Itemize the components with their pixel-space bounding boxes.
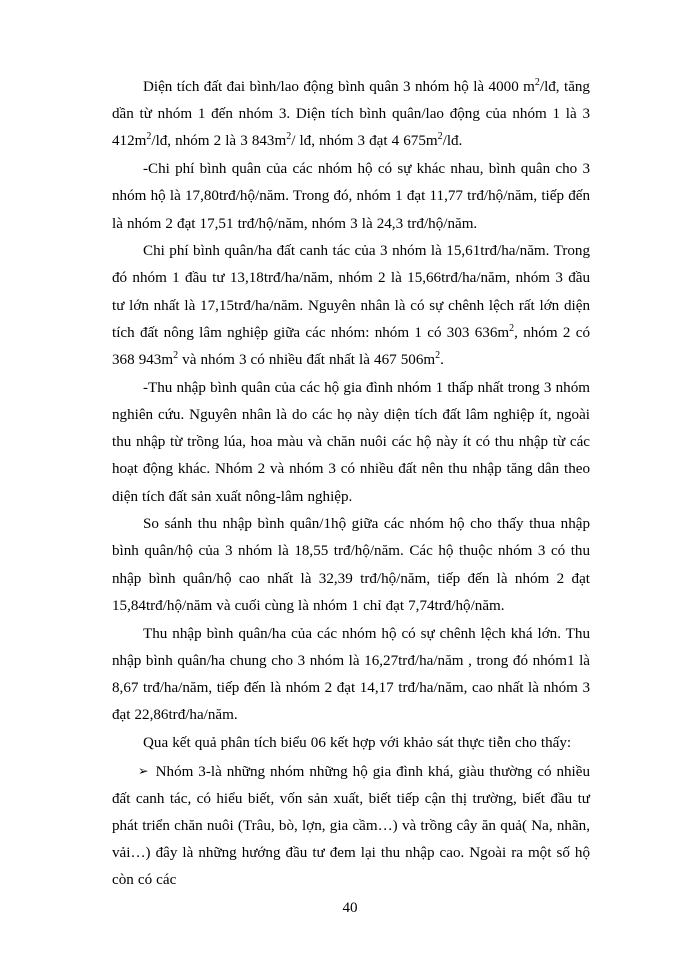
paragraph-3: Chi phí bình quân/ha đất canh tác của 3 nhóm là 15,61trđ/ha/năm. Trong đó nhóm 1 đầu tư 13,18trđ/ha/năm, nhóm 2 là 15,66trđ/ha/năm, nhóm 3 đầu tư lớn nhất là 17,15trđ/ha/năm. Nguyên nhân là có sự chênh lệch rất lớn diện tích đất nông lâm nghiệp giữa các nhóm: nhóm 1 có 303 $636m^2$, nhóm 2 có 368 $943m^2$ và nhóm 3 có nhiều đất nhất là 467 $506m^2$.: [112, 243, 590, 369]
page-body-text: [112, 74, 590, 895]
superscript-unit: 2: [509, 322, 515, 334]
paragraph-7: Qua kết quả phân tích biểu 06 kết hợp với khảo sát thực tiễn cho thấy:: [143, 734, 572, 751]
paragraph-4: -Thu nhập bình quân của các hộ gia đình nhóm 1 thấp nhất trong 3 nhóm nghiên cứu. Nguyên nhân là do các họ này diện tích đất lâm nghiệp ít, ngoài thu nhập từ trồng lúa, hoa màu và chăn nuôi các hộ này ít có thu nhập từ các hoạt động khác. Nhóm 2 và nhóm 3 có nhiều đất nên thu nhập tăng dân theo diện tích đất sản xuất nông-lâm nghiệp.: [112, 379, 590, 505]
superscript-unit: 2: [286, 131, 292, 143]
superscript-unit: 2: [534, 76, 540, 88]
paragraph-5: So sánh thu nhập bình quân/1hộ giữa các nhóm hộ cho thấy thua nhập bình quân/hộ của 3 nhóm là 18,55 trđ/hộ/năm. Các hộ thuộc nhóm 3 có thu nhập bình quân/hộ cao nhất là 32,39 trđ/hộ/năm, tiếp đến là nhóm 2 đạt 15,84trđ/hộ/năm và cuối cùng là nhóm 1 chỉ đạt 7,74trđ/hộ/năm.: [112, 516, 590, 614]
list-bullet-icon: ➢: [138, 762, 154, 778]
paragraph-2: -Chi phí bình quân của các nhóm hộ có sự khác nhau, bình quân cho 3 nhóm hộ là 17,80trđ/hộ/năm. Trong đó, nhóm 1 đạt 11,77 trđ/hộ/năm, tiếp đến là nhóm 2 đạt 17,51 trđ/hộ/năm, nhóm 3 là 24,3 trđ/hộ/năm.: [112, 161, 590, 232]
page-number: 40: [342, 900, 358, 916]
paragraph-1: Diện tích đất đai bình/lao động bình quân 3 nhóm hộ là 4000 $m^2/lđ$, tăng dần từ nhóm 1 đến nhóm 3. Diện tích bình quân/lao động của nhóm 1 là 3 $412m^2/lđ$, nhóm 2 là 3 $843m^2/$ lđ, nhóm 3 đạt 4 $675m^2/lđ$.: [112, 76, 590, 150]
superscript-unit: 2: [435, 350, 441, 361]
superscript-unit: 2: [146, 131, 152, 143]
bullet-paragraph-1: ➢ Nhóm 3-là những nhóm những hộ gia đình khá, giàu thường có nhiều đất canh tác, có hiểu biết, vốn sản xuất, biết tiếp cận thị trường, biết đầu tư phát triển chăn nuôi (Trâu, bò, lợn, gia cầm…) và trồng cây ăn quả( Na, nhãn, vải…) đây là những hướng đầu tư đem lại thu nhập cao. Ngoài ra một số hộ còn có các: [112, 762, 590, 889]
paragraph-6: Thu nhập bình quân/ha của các nhóm hộ có sự chênh lệch khá lớn. Thu nhập bình quân/ha chung cho 3 nhóm là 16,27trđ/ha/năm , trong đó nhóm1 là 8,67 trđ/ha/năm, tiếp đến là nhóm 2 đạt 14,17 trđ/ha/năm, cao nhất là nhóm 3 đạt 22,86trđ/ha/năm.: [112, 625, 590, 724]
superscript-unit: 2: [437, 131, 443, 143]
superscript-unit: 2: [173, 350, 179, 361]
